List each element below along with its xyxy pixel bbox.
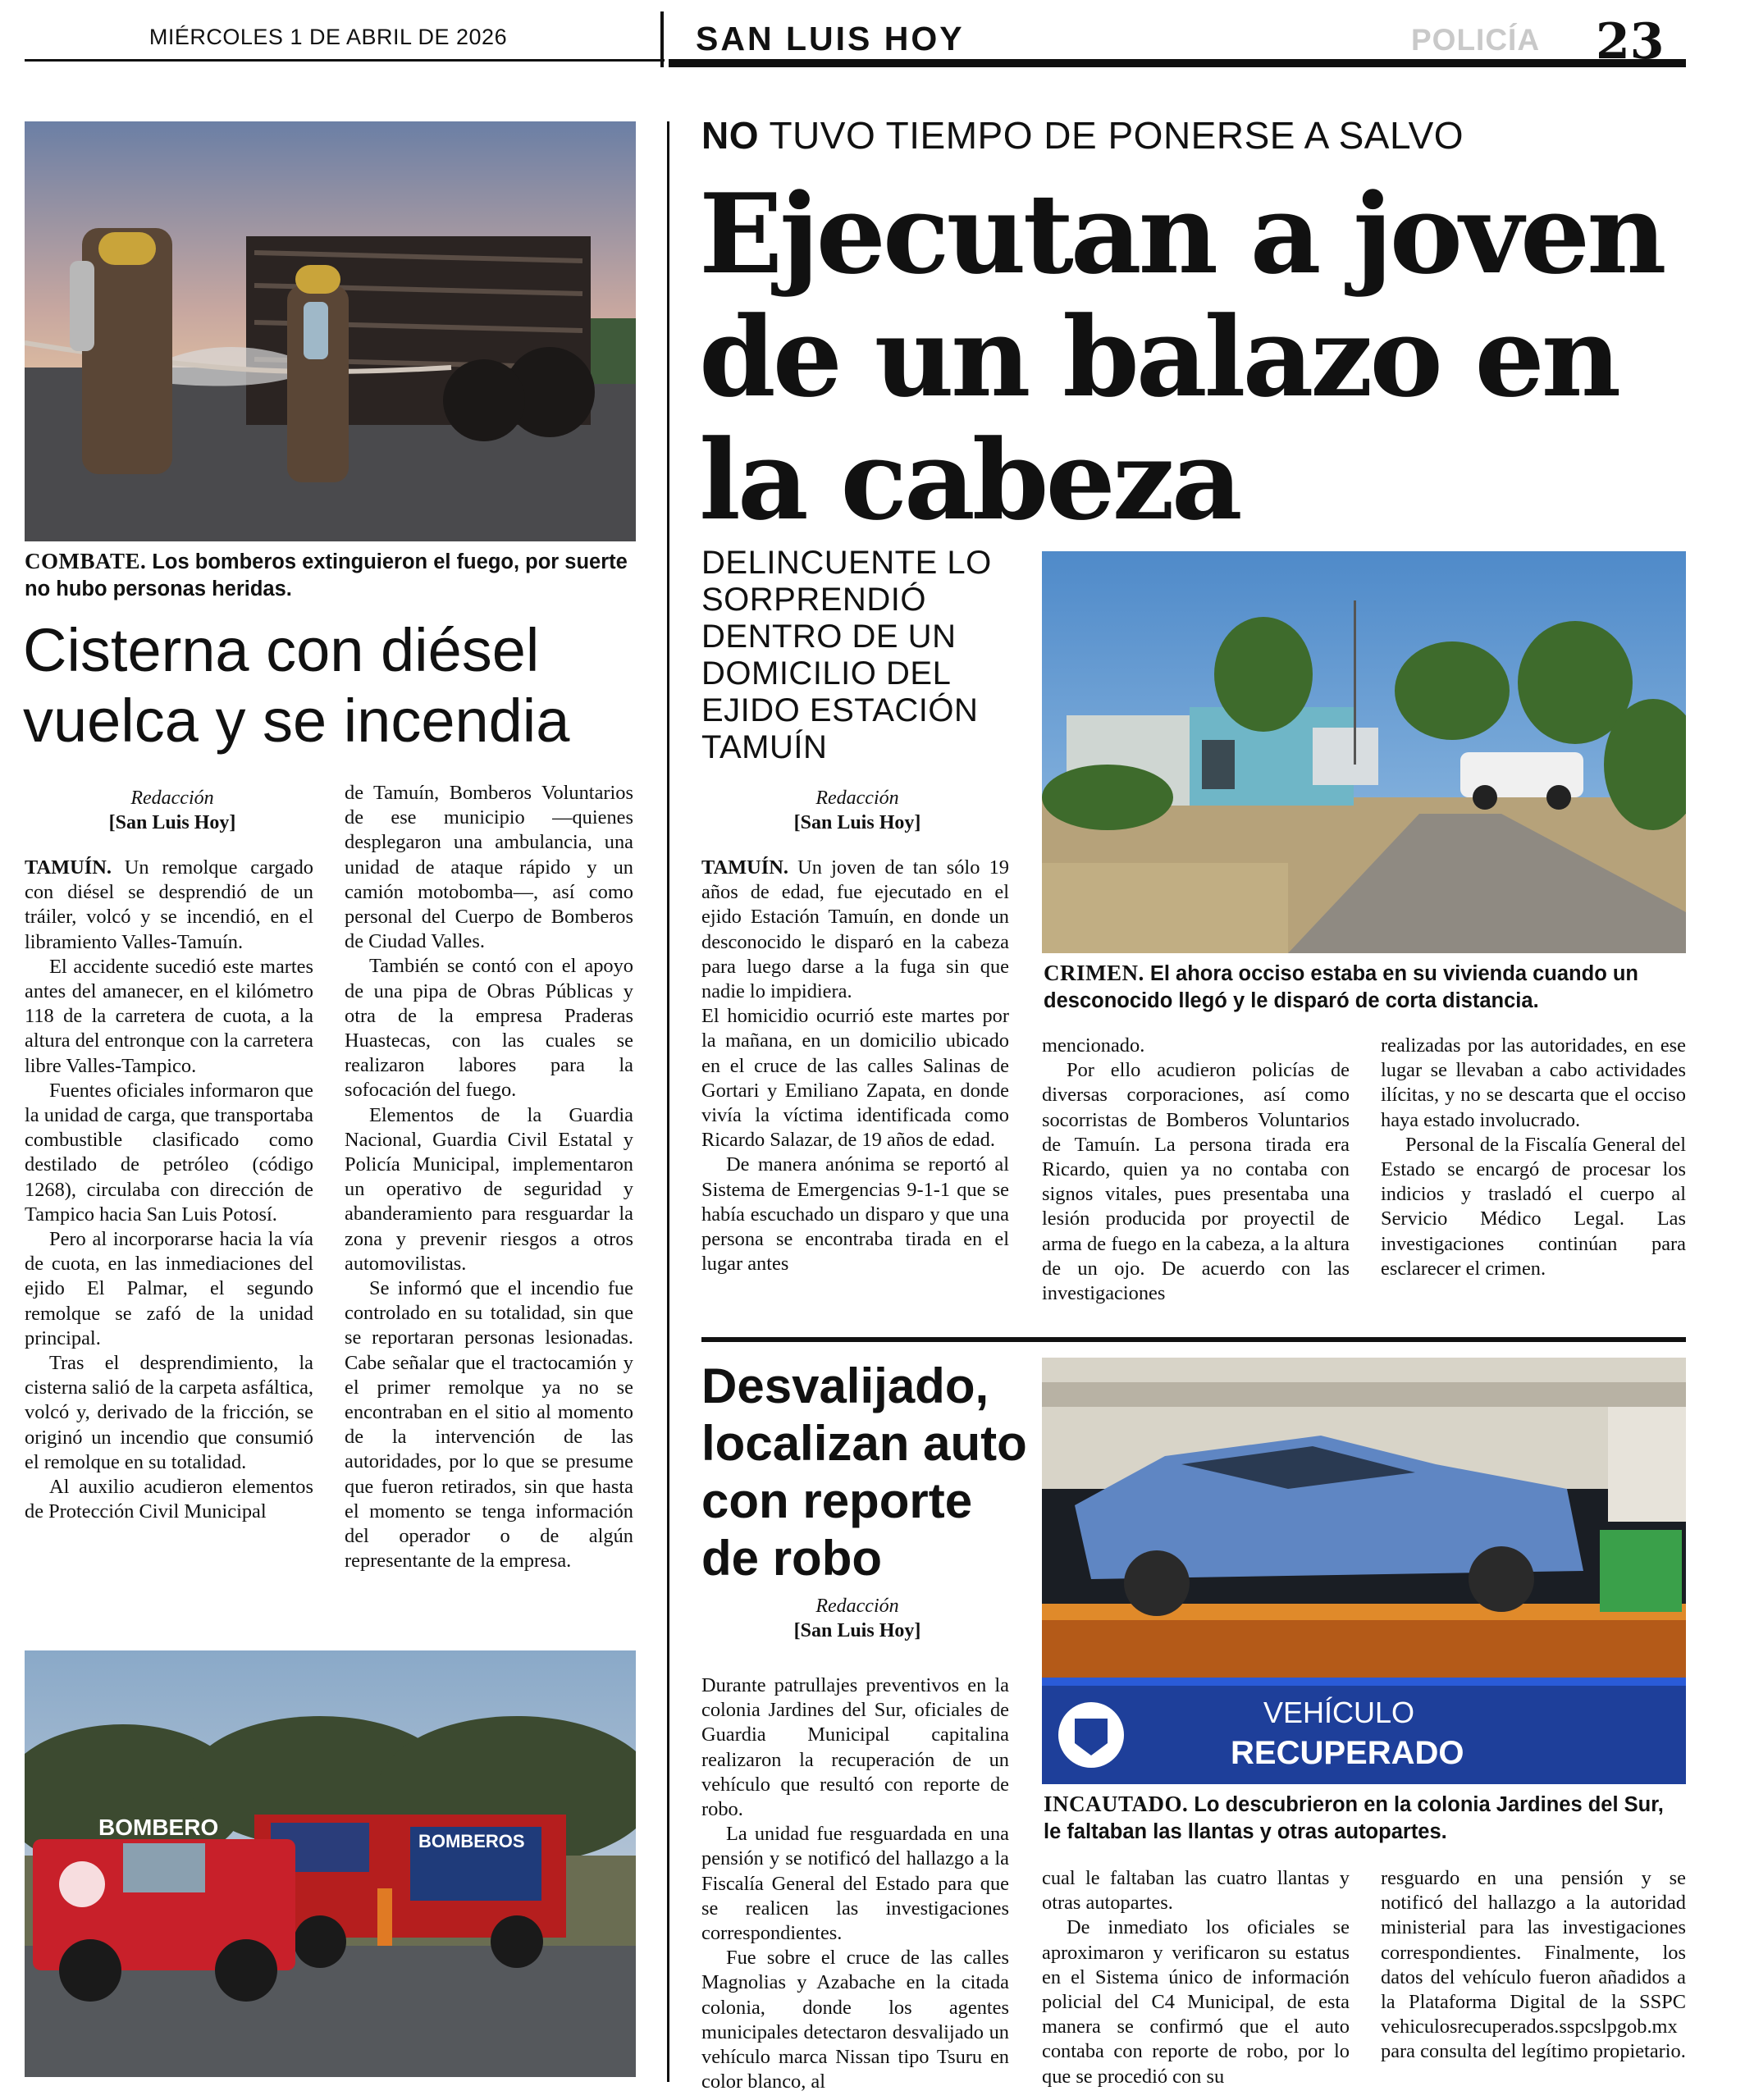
header-divider [660,11,664,67]
caption-text: Los bomberos extinguieron el fuego, por suerte no hubo personas heridas. [25,550,628,600]
body-paragraph [1042,1058,1350,1306]
paragraph-text: Al auxilio acudieron elementos de Protección Civil Municipal [25,1476,313,1523]
body-paragraph [25,955,313,1079]
paragraph-text: Pero al incorporarse hacia la vía de cuota, en las inmediaciones del ejido El Palmar, el segundo remolque se zafó de la unidad principal. [25,1228,313,1349]
body-paragraph [701,1946,1009,2094]
story-separator [701,1337,1686,1342]
paragraph-text: Se informó que el incendio fue controlado en su totalidad, sin que se reportaran personas lesionadas. Cabe señalar que el tractocamión y el primer remolque ya no se encontraban en el sitio al momento de la intervención de las autoridades, por lo que se presume que fueron retirados, sin que hasta el momento se tenga información del operador o de algún representante de la empresa. [345,1277,633,1573]
photo-caption-combate [25,548,636,603]
paragraph-text: Durante patrullajes preventivos en la colonia Jardines del Sur, oficiales de Guardia Municipal capitalina realizaron la recuperación de un vehículo que resultó con reporte de robo. [701,1674,1009,1821]
paragraph-text: De manera anónima se reportó al Sistema de Emergencias 9-1-1 que se había escuchado un disparo y que una persona se encontraba tirada en el lugar antes [701,1153,1009,1276]
body-paragraph [345,1276,633,1573]
section-name: POLICÍA [1411,23,1541,57]
paragraph-text: Personal de la Fiscalía General del Estado se encargó de procesar los indicios y trasladó el cuerpo al Servicio Médico Legal. Las investigaciones continúan para esclarecer el crimen. [1381,1133,1686,1280]
byline-robo [701,1594,1013,1643]
photo-caption-crimen [1044,960,1686,1015]
body-paragraph [701,856,1009,1004]
body-paragraph [701,1153,1009,1276]
body-paragraph [25,1475,313,1524]
body-paragraph [1381,1133,1686,1281]
robo-column-3 [1381,1866,1686,2065]
body-paragraph [1042,1034,1350,1058]
paragraph-text: cual le faltaban las cuatro llantas y otras autopartes. [1042,1867,1350,1915]
crime-column-1 [701,856,1009,1276]
paragraph-text: También se contó con el apoyo de una pipa de Obras Públicas y otra de la empresa Praderas Huastecas, con las cuales se realizaron labores para la sofocación del fuego. [345,955,633,1102]
issue-date: MIÉRCOLES 1 DE ABRIL DE 2026 [148,25,508,49]
paragraph-text: La unidad fue resguardada en una pensión y se notificó del hallazgo a la Fiscalía General del Estado para que se realicen las investigaciones correspondientes. [701,1823,1009,1945]
main-headline-line: la cabeza [699,415,1240,545]
truck-label: BOMBERO [98,1815,219,1840]
headline-cisterna: Cisterna con diésel vuelca y se incendia [23,616,570,755]
body-paragraph [701,1822,1009,1946]
paragraph-text: Elementos de la Guardia Nacional, Guardia Civil Estatal y Policía Municipal, implementaron un operativo de seguridad y abanderamiento para resguardar la zona y prevenir riesgos a otros automovilistas. [345,1103,633,1275]
fire-trucks-photo [25,1650,636,2077]
body-paragraph [25,856,313,955]
cisterna-column-1 [25,856,313,1524]
byline-author: Redacción [815,1596,899,1617]
body-paragraph [345,781,633,954]
robo-column-1 [701,1673,1009,2094]
byline-author: Redacción [815,788,899,809]
body-paragraph [1042,1915,1350,2089]
caption-lead: COMBATE. [25,549,147,573]
body-paragraph [345,1103,633,1276]
kicker [701,113,1464,158]
paragraph-text: Fue sobre el cruce de las calles Magnolias y Azabache en la citada colonia, donde los agentes municipales detectaron desvalijado un vehículo marca Nissan tipo Tsuru en color blanco, al [701,1947,1009,2093]
byline-outlet: [San Luis Hoy] [793,812,921,833]
byline-outlet: [San Luis Hoy] [793,1620,921,1641]
paragraph-text: El accidente sucedió este martes antes del amanecer, en el kilómetro 118 de la carretera de cuota, a la altura del entronque con la carretera libre Valles-Tampico. [25,955,313,1077]
body-paragraph [1042,1866,1350,1915]
main-headline-line: Ejecutan a joven [699,169,1664,299]
banner-vehiculo: VEHÍCULO [1263,1696,1415,1729]
dateline: TAMUÍN. [701,856,788,879]
paragraph-text: El homicidio ocurrió este martes por la mañana, en un domicilio ubicado en el cruce de las calles Salinas de Gortari y Emiliano Zapata, en donde vivía la víctima identificada como Ricardo Salazar, de 19 años de edad. [701,1005,1009,1152]
paragraph-text: De inmediato los oficiales se aproximaron y verificaron su estatus en el Sistema único de información policial del C4 Municipal, de esta manera se confirmó que el auto contaba con reporte de robo, por lo que se procedió con su [1042,1916,1350,2088]
crime-column-3 [1381,1034,1686,1281]
caption-lead: CRIMEN. [1044,961,1144,985]
caption-text: Lo descubrieron en la colonia Jardines del Sur, le faltaban las llantas y otras autopartes. [1044,1793,1664,1843]
paragraph-text: resguardo en una pensión y se notificó del hallazgo a la autoridad ministerial para las investigaciones correspondientes. Finalmente, los datos del vehículo fueron añadidos a la Plataforma Digital de la SSPC vehiculosrecuperados.sspcslpgob.mx para consulta del legítimo propietario. [1381,1867,1686,2063]
header-rule [25,59,665,62]
paragraph-text: Tras el desprendimiento, la cisterna salió de la carpeta asfáltica, volcó y, derivado de la fricción, se originó un incendio que consumió el remolque en su totalidad. [25,1352,313,1473]
crime-column-2 [1042,1034,1350,1306]
body-paragraph [25,1351,313,1475]
paragraph-text: Un joven de tan sólo 19 años de edad, fue ejecutado en el ejido Estación Tamuín, en donde un desconocido le disparó en la cabeza para luego darse a la fuga sin que nadie lo impidiera. [701,856,1009,1003]
body-paragraph [1381,1034,1686,1133]
recovered-car-photo [1042,1358,1686,1784]
body-paragraph [345,954,633,1102]
newspaper-name: SAN LUIS HOY [696,20,965,57]
firefighters-photo [25,121,636,541]
banner-recuperado: RECUPERADO [1231,1735,1464,1771]
header-bar [669,59,1686,67]
main-headline-line: de un balazo en [699,292,1619,422]
photo-caption-incautado [1044,1791,1686,1846]
truck2-label: BOMBEROS [418,1831,525,1851]
byline-outlet: [San Luis Hoy] [108,812,236,833]
headline-robo-line: Desvalijado, [701,1358,989,1413]
cisterna-column-2 [345,781,633,1574]
paragraph-text: realizadas por las autoridades, en ese lugar se llevaban a cabo actividades ilícitas, y no se descarta que el occiso haya estado involucrado. [1381,1034,1686,1131]
column-divider [667,121,669,2082]
headline-robo-line: con reporte [701,1473,973,1528]
main-headline [699,169,1664,545]
body-paragraph [701,1673,1009,1822]
robo-column-2 [1042,1866,1350,2089]
byline-main [701,786,1013,835]
paragraph-text: Un remolque cargado con diésel se desprendió de un tráiler, volcó y se incendió, en el libramiento Valles-Tamuín. [25,856,313,953]
deck: DELINCUENTE LO SORPRENDIÓ DENTRO DE UN DOMICILIO DEL EJIDO ESTACIÓN TAMUÍN [701,545,992,765]
headline-robo-line: de robo [701,1531,882,1586]
paragraph-text: mencionado. [1042,1034,1145,1057]
body-paragraph [25,1079,313,1227]
kicker-rest: TUVO TIEMPO DE PONERSE A SALVO [759,114,1464,157]
caption-lead: INCAUTADO. [1044,1792,1189,1816]
paragraph-text: Fuentes oficiales informaron que la unidad de carga, que transportaba combustible clasificado como destilado de petróleo (código 1268), circulaba con dirección de Tampico hacia San Luis Potosí. [25,1079,313,1226]
byline-author: Redacción [130,788,214,809]
page-number: 23 [1596,13,1665,71]
crime-scene-photo [1042,551,1686,953]
body-paragraph [1381,1866,1686,2065]
body-paragraph [25,1227,313,1351]
byline-left [25,786,320,835]
caption-text: El ahora occiso estaba en su vivienda cuando un desconocido llegó y le disparó de corta distancia. [1044,962,1639,1012]
body-paragraph [701,1004,1009,1153]
kicker-bold: NO [701,114,759,157]
headline-robo [701,1358,1030,1587]
dateline: TAMUÍN. [25,856,112,879]
headline-robo-line: localizan auto [701,1416,1027,1471]
paragraph-text: Por ello acudieron policías de diversas corporaciones, así como socorristas de Bomberos Voluntarios de Tamuín. La persona tirada era Ricardo, quien ya no contaba con signos vitales, pues presentaba una lesión producida por proyectil de arma de fuego en la cabeza, a la altura de un ojo. De acuerdo con las investigaciones [1042,1059,1350,1305]
paragraph-text: de Tamuín, Bomberos Voluntarios de ese municipio —quienes desplegaron una ambulancia, una unidad de ataque rápido y un camión motobomba—, así como personal del Cuerpo de Bomberos de Ciudad Valles. [345,782,633,953]
